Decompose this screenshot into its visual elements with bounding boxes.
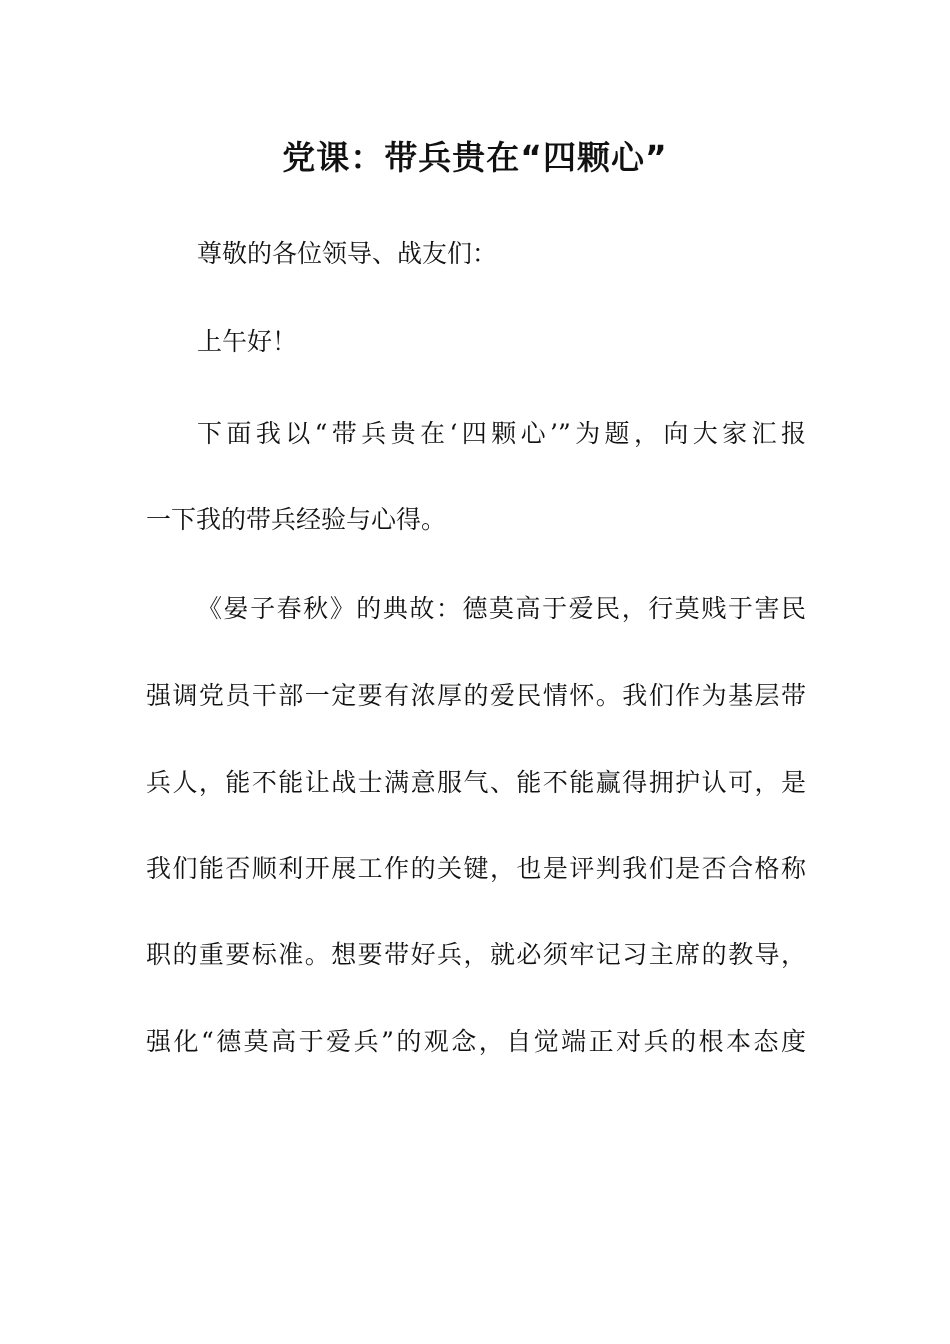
body-line: 职的重要标准。想要带好兵，就必须牢记习主席的教导， — [146, 940, 806, 969]
document-title: 党课：带兵贵在“四颗心” — [282, 138, 668, 177]
body-line: 强化“德莫高于爱兵”的观念，自觉端正对兵的根本态度 — [146, 1027, 806, 1056]
body-line: 下面我以“带兵贵在‘四颗心’”为题，向大家汇报 — [197, 419, 806, 448]
greeting-line: 上午好！ — [197, 327, 298, 356]
body-line: 强调党员干部一定要有浓厚的爱民情怀。我们作为基层带 — [146, 681, 806, 710]
salutation-line: 尊敬的各位领导、战友们： — [197, 239, 498, 268]
body-line: 兵人，能不能让战士满意服气、能不能赢得拥护认可，是 — [146, 768, 806, 797]
body-line: 一下我的带兵经验与心得。 — [146, 505, 447, 534]
body-line: 《晏子春秋》的典故：德莫高于爱民，行莫贱于害民 — [197, 594, 806, 623]
body-line: 我们能否顺利开展工作的关键，也是评判我们是否合格称 — [146, 854, 806, 883]
